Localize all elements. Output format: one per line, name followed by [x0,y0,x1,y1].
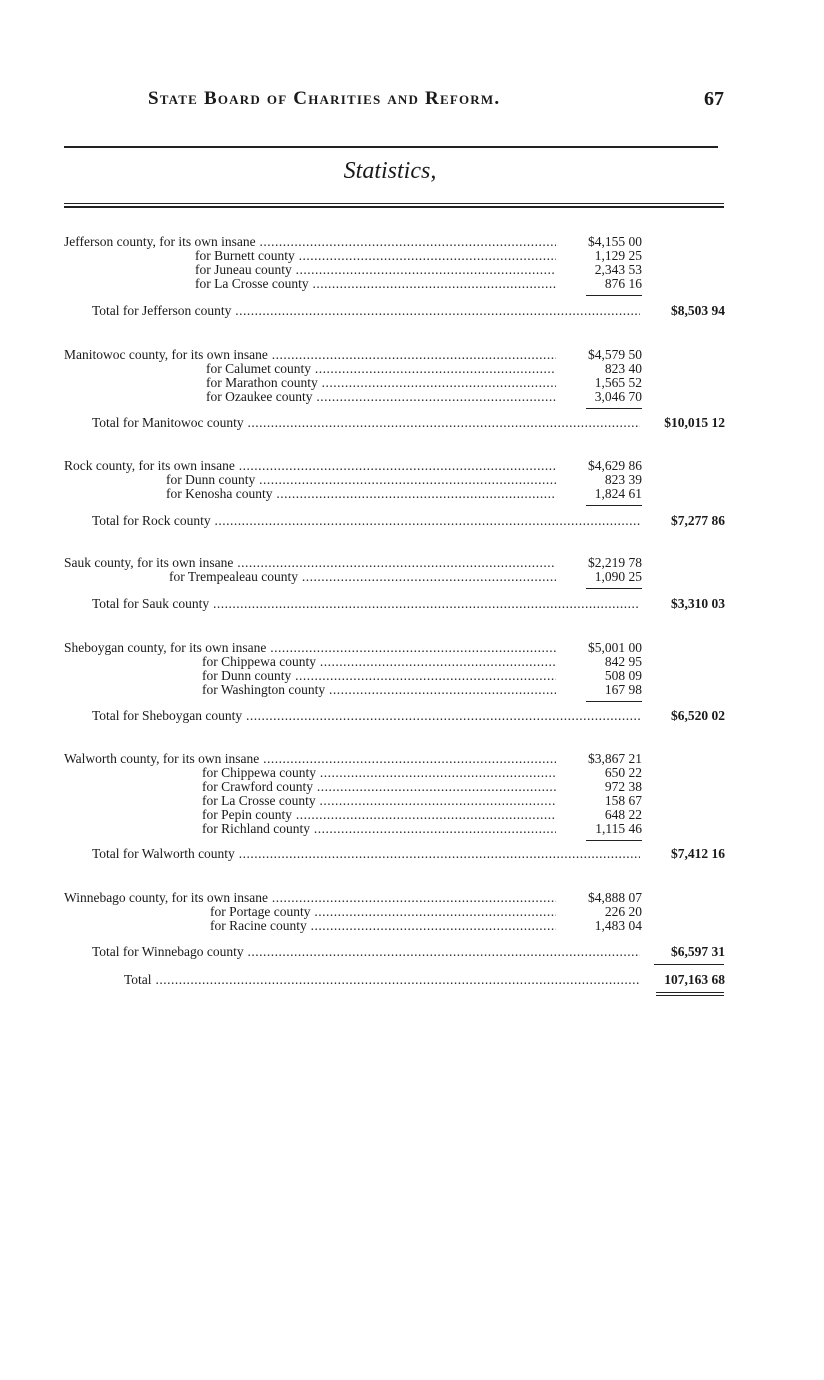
line-amount: 167 98 [604,682,642,697]
line-label: Winnebago county, for its own insane ..... [64,891,556,905]
group-winnebago-total [0,945,824,959]
total-label: Total for Walworth county ..... [92,847,640,861]
line-amount: $4,629 86 [588,458,642,473]
grand-total-label: Total ..... [124,973,640,987]
line-amount: $4,888 07 [588,890,642,905]
group-walworth-total [0,847,824,861]
line-amount: 508 09 [604,668,642,683]
total-label: Total for Winnebago county ..... [92,945,640,959]
total-amount: $6,597 31 [671,944,725,959]
line-amount: 972 38 [604,779,642,794]
line-amount: $5,001 00 [588,640,642,655]
line-amount: 2,343 53 [594,262,642,277]
grand-total-double-rule-a [656,992,724,993]
group-walworth-line-2 [0,780,824,794]
line-label: for Marathon county ..... [206,376,556,390]
line-label: for Burnett county ..... [195,249,556,263]
group-manitowoc-line-2 [0,376,824,390]
group-walworth-line-3 [0,794,824,808]
subtotal-rule [586,840,642,841]
total-label: Total for Sheboygan county ..... [92,709,640,723]
group-sheboygan-total [0,709,824,723]
group-rock-line-0 [0,459,824,473]
subtotal-rule [586,588,642,589]
line-label: for Dunn county ..... [166,473,556,487]
grand-total-row [0,973,824,987]
subtotal-rule [586,505,642,506]
running-header [64,88,724,118]
line-amount: 823 39 [604,472,642,487]
line-label: Sauk county, for its own insane ..... [64,556,556,570]
group-rock-line-2 [0,487,824,501]
line-amount: 1,565 52 [594,375,642,390]
grand-total-amount: 107,163 68 [664,972,725,987]
line-amount: 823 40 [604,361,642,376]
group-winnebago-line-2 [0,919,824,933]
group-sheboygan-line-1 [0,655,824,669]
line-amount: 1,129 25 [594,248,642,263]
total-amount: $7,412 16 [671,846,725,861]
line-label: for Racine county ..... [210,919,556,933]
total-amount: $6,520 02 [671,708,725,723]
group-sheboygan-line-2 [0,669,824,683]
line-amount: 1,824 61 [594,486,642,501]
group-walworth-line-1 [0,766,824,780]
group-manitowoc-line-1 [0,362,824,376]
line-amount: 1,115 46 [595,821,642,836]
group-winnebago-line-1 [0,905,824,919]
total-label: Total for Jefferson county ..... [92,304,640,318]
line-amount: $2,219 78 [588,555,642,570]
heading-rule-thin [64,203,724,204]
line-amount: 1,483 04 [594,918,642,933]
line-label: for Portage county ..... [210,905,556,919]
group-rock-line-1 [0,473,824,487]
group-manitowoc-line-3 [0,390,824,404]
header-title: State Board of Charities and Reform. [148,88,501,109]
line-amount: 650 22 [604,765,642,780]
group-jefferson-line-2 [0,263,824,277]
line-label: Rock county, for its own insane ..... [64,459,556,473]
line-label: Manitowoc county, for its own insane ..... [64,348,556,362]
group-manitowoc-total [0,416,824,430]
group-rock-total [0,514,824,528]
group-sauk-total [0,597,824,611]
line-amount: 842 95 [604,654,642,669]
line-amount: 648 22 [604,807,642,822]
line-label: for Chippewa county ..... [202,655,556,669]
total-label: Total for Rock county ..... [92,514,640,528]
line-amount: 158 67 [604,793,642,808]
group-jefferson-line-1 [0,249,824,263]
group-walworth-line-4 [0,808,824,822]
line-label: Jefferson county, for its own insane ..... [64,235,556,249]
line-amount: $4,155 00 [588,234,642,249]
total-amount: $7,277 86 [671,513,725,528]
line-amount: 876 16 [604,276,642,291]
line-label: for Richland county ..... [202,822,556,836]
header-rule [64,146,718,148]
line-label: for Washington county ..... [202,683,556,697]
line-amount: 226 20 [604,904,642,919]
total-amount: $10,015 12 [664,415,725,430]
line-label: for La Crosse county ..... [195,277,556,291]
total-label: Total for Sauk county ..... [92,597,640,611]
line-label: for Pepin county ..... [202,808,556,822]
total-label: Total for Manitowoc county ..... [92,416,640,430]
total-amount: $8,503 94 [671,303,725,318]
grand-total-double-rule-b [656,995,724,996]
line-label: Sheboygan county, for its own insane ..... [64,641,556,655]
section-heading: Statistics, [343,158,437,184]
heading-rule-thick [64,206,724,208]
line-label: for Calumet county ..... [206,362,556,376]
grand-total-top-rule [654,964,724,965]
line-amount: 3,046 70 [594,389,642,404]
line-amount: $3,867 21 [588,751,642,766]
group-walworth-line-0 [0,752,824,766]
line-label: for Crawford county ..... [202,780,556,794]
group-manitowoc-line-0 [0,348,824,362]
group-sheboygan-line-0 [0,641,824,655]
subtotal-rule [586,701,642,702]
group-sheboygan-line-3 [0,683,824,697]
group-sauk-line-0 [0,556,824,570]
group-jefferson-total [0,304,824,318]
line-label: Walworth county, for its own insane ..... [64,752,556,766]
line-amount: $4,579 50 [588,347,642,362]
subtotal-rule [586,295,642,296]
group-walworth-line-5 [0,822,824,836]
line-label: for Kenosha county ..... [166,487,556,501]
page-number: 67 [704,88,724,110]
group-jefferson-line-0 [0,235,824,249]
line-label: for Ozaukee county ..... [206,390,556,404]
line-label: for Dunn county ..... [202,669,556,683]
subtotal-rule [586,408,642,409]
line-amount: 1,090 25 [594,569,642,584]
group-jefferson-line-3 [0,277,824,291]
line-label: for Trempealeau county ..... [169,570,556,584]
line-label: for Juneau county ..... [195,263,556,277]
line-label: for Chippewa county ..... [202,766,556,780]
line-label: for La Crosse county ..... [202,794,556,808]
group-sauk-line-1 [0,570,824,584]
group-winnebago-line-0 [0,891,824,905]
total-amount: $3,310 03 [671,596,725,611]
